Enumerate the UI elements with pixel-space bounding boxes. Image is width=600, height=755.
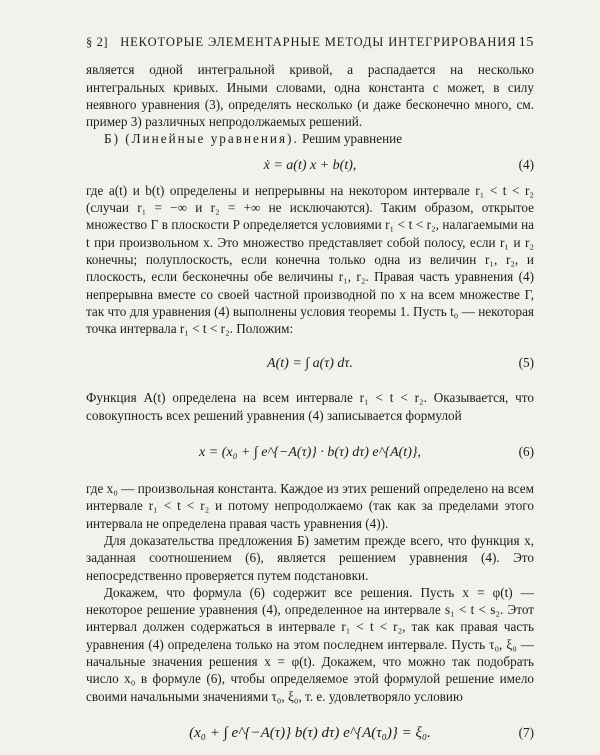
equation-6-formula: x = (x₀ + ∫ e^{−A(τ)} · b(τ) dτ) e^{A(t)}, [199,445,421,461]
equation-6 [86,430,534,474]
paragraph-4: Функция A(t) определена на всем интервале r₁ < t < r₂. Оказывается, что совокупность всех решений уравнения (4) записывается формулой [86,390,534,423]
equation-5-formula: A(t) = ∫ a(τ) dτ. [267,356,353,372]
paragraph-2-text: Решим уравнение [302,131,403,147]
equation-5 [86,343,534,383]
running-header [86,34,534,51]
equation-4-formula: ẋ = a(t) x + b(t), [263,157,357,173]
paragraph-2 [86,130,534,147]
paragraph-3: где a(t) и b(t) определены и непрерывны на некотором интервале r₁ < t < r₂ (случаи r₁ = −∞ и r₂ = +∞ не исключаются). Таким образом, открытое множество Γ в плоскости P определяется условиями r₁ < t < r₂, налагаемыми на t при произвольном x. Это множество представляет собой полосу, если r₁ и r₂ конечны; полуплоскость, если конечна только одна из величин r₁, r₂, и плоскость, если бесконечны обе величины r₁, r₂. Правая часть уравнения (4) непрерывна вместе со своей частной производной по x на всем множестве Γ, так что для уравнения (4) выполнены условия теоремы 1. Пусть t₀ — некоторая точка интервала r₁ < t < r₂. Положим: [86,182,534,337]
paragraph-2-label: Б) (Линейные уравнения). [104,131,299,147]
paragraph-7: Докажем, что формула (6) содержит все решения. Пусть x = φ(t) — некоторое решение уравнения (4), определенное на интервале s₁ < t < s₂. Этот интервал должен содержаться в интервале r₁ < t < r₂, так как правая часть уравнения (4) определена только на этом последнем интервале. Пусть τ₀, ξ₀ — начальные значения решения x = φ(t). Докажем, что можно так подобрать число x₀ в формуле (6), чтобы определяемое этой формулой решение имело своими начальными значениями τ₀, ξ₀, т. е. удовлетворяло условию [86,584,534,704]
equation-4-number: (4) [518,156,534,172]
equation-7 [86,711,534,755]
equation-5-number: (5) [518,355,534,371]
equation-7-formula: (x₀ + ∫ e^{−A(τ)} b(τ) dτ) e^{A(τ₀)} = ξ₀. [189,724,431,741]
chapter-title: НЕКОТОРЫЕ ЭЛЕМЕНТАРНЫЕ МЕТОДЫ ИНТЕГРИРОВАНИЯ [120,35,517,49]
equation-4 [86,154,534,176]
section-mark: § 2] [86,35,109,49]
paragraph-6: Для доказательства предложения Б) заметим прежде всего, что функция x, заданная соотношением (6), является решением уравнения (4). Это непосредственно проверяется путем подстановки. [86,532,534,583]
equation-7-number: (7) [518,724,534,740]
page-number: 15 [518,35,534,50]
paragraph-5: где x₀ — произвольная константа. Каждое из этих решений определено на всем интервале r₁ < t < r₂ и потому непродолжаемо (так как за пределами этого интервала не определена правая часть уравнения (4)). [86,481,534,531]
paragraph-1: является одной интегральной кривой, а распадается на несколько интегральных кривых. Иными словами, одна константа c может, в силу неявного уравнения (3), определять несколько (и даже бесконечно много, см. пример 3) различных непродолжаемых решений. [86,62,534,130]
equation-6-number: (6) [518,444,534,460]
